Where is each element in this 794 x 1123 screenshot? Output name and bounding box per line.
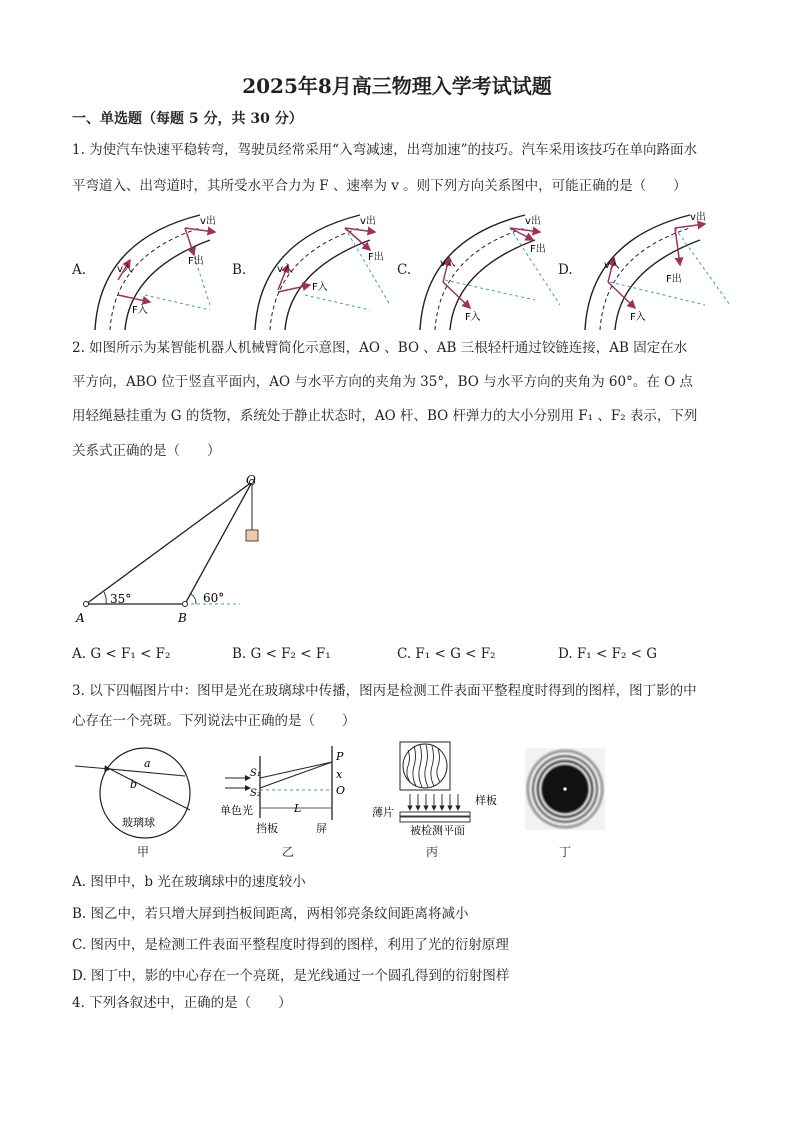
caption-bing: 丙 bbox=[426, 845, 439, 859]
label-f-in: F入 bbox=[465, 312, 481, 323]
label-b: b bbox=[130, 778, 138, 791]
label-light: 单色光 bbox=[220, 804, 253, 817]
label-v-out: v出 bbox=[360, 216, 376, 227]
label-s1: S₁ bbox=[250, 768, 261, 779]
label-screen: 屏 bbox=[316, 822, 327, 835]
label-v-in: v入 bbox=[117, 264, 133, 275]
q2-line3: 用轻绳悬挂重为 G 的货物，系统处于静止状态时，AO 杆、BO 杆弹力的大小分别用 F₁ 、F₂ 表示，下列 bbox=[72, 408, 698, 424]
label-plane: 被检测平面 bbox=[410, 824, 465, 837]
q3-figure-bing bbox=[372, 742, 497, 837]
q1-option-d[interactable]: D. bbox=[558, 262, 573, 278]
q1-figure-b bbox=[255, 214, 390, 330]
caption-yi: 乙 bbox=[282, 845, 295, 859]
label-f-out: F出 bbox=[666, 274, 682, 285]
label-f-in: F入 bbox=[132, 305, 148, 316]
q2-line4: 关系式正确的是（ ） bbox=[72, 443, 221, 459]
q2-figure bbox=[70, 470, 270, 630]
q2-line1: 2. 如图所示为某智能机器人机械臂简化示意图，AO 、BO 、AB 三根轻杆通过铰链连接，AB 固定在水 bbox=[72, 340, 688, 356]
q3-option-c[interactable]: C. 图丙中，是检测工件表面平整程度时得到的图样，利用了光的衍射原理 bbox=[72, 937, 509, 953]
label-v-out: v出 bbox=[525, 216, 541, 227]
label-o: O bbox=[336, 784, 346, 797]
label-angle-35: 35° bbox=[110, 592, 132, 606]
q3-line1: 3. 以下四幅图片中：图甲是光在玻璃球中传播，图丙是检测工件表面平整程度时得到的图样，图丁影的中 bbox=[72, 683, 697, 699]
label-o: O bbox=[246, 473, 256, 487]
page-title: 2025年8月高三物理入学考试试题 bbox=[242, 74, 552, 98]
label-sample: 样板 bbox=[475, 794, 497, 807]
q3-option-a[interactable]: A. 图甲中，b 光在玻璃球中的速度较小 bbox=[72, 874, 306, 890]
q2-option-d[interactable]: D. F₁ < F₂ < G bbox=[558, 646, 658, 662]
caption-ding: 丁 bbox=[559, 845, 572, 859]
label-v-in: v入 bbox=[440, 258, 456, 269]
label-glass-ball: 玻璃球 bbox=[122, 816, 155, 829]
q1-option-b[interactable]: B. bbox=[232, 262, 247, 278]
q3-line2: 心存在一个亮斑。下列说法中正确的是（ ） bbox=[72, 713, 356, 729]
q3-figure-ding bbox=[525, 748, 605, 830]
q2-option-b[interactable]: B. G < F₂ < F₁ bbox=[232, 646, 331, 662]
label-v-in: v入 bbox=[277, 264, 293, 275]
q1-option-a[interactable]: A. bbox=[72, 262, 87, 278]
q1-figure-d bbox=[585, 210, 730, 330]
label-angle-60: 60° bbox=[203, 591, 225, 605]
label-baffle: 挡板 bbox=[256, 822, 278, 835]
label-film: 薄片 bbox=[372, 806, 394, 819]
label-s2: S₂ bbox=[250, 788, 261, 799]
q3-option-b[interactable]: B. 图乙中，若只增大屏到挡板间距离，两相邻亮条纹间距离将减小 bbox=[72, 906, 469, 922]
label-x: x bbox=[336, 768, 343, 781]
caption-jia: 甲 bbox=[137, 845, 150, 859]
label-l: L bbox=[294, 802, 302, 815]
q1-option-c[interactable]: C. bbox=[397, 262, 412, 278]
q3-figure-jia bbox=[75, 748, 190, 838]
q1-figure-c bbox=[420, 214, 560, 330]
label-f-in: F入 bbox=[630, 312, 646, 323]
q1-figure-a bbox=[95, 214, 216, 330]
q4-line1: 4. 下列各叙述中，正确的是（ ） bbox=[72, 995, 292, 1011]
q1-line1: 1. 为使汽车快速平稳转弯，驾驶员经常采用“入弯减速，出弯加速”的技巧。汽车采用该技巧在单向路面水 bbox=[72, 142, 697, 158]
q3-option-d[interactable]: D. 图丁中，影的中心存在一个亮斑，是光线通过一个圆孔得到的衍射图样 bbox=[72, 968, 510, 984]
label-f-in: F入 bbox=[312, 282, 328, 293]
q1-line2: 平弯道入、出弯道时，其所受水平合力为 F 、速率为 v 。则下列方向关系图中，可能正确的是（ ） bbox=[72, 178, 687, 194]
label-p: P bbox=[336, 750, 344, 763]
label-f-out: F出 bbox=[530, 244, 546, 255]
label-a: A bbox=[76, 611, 85, 625]
label-b: B bbox=[178, 611, 187, 625]
label-v-out: v出 bbox=[690, 212, 706, 223]
q3-figures bbox=[70, 738, 610, 860]
section-heading: 一、单选题（每题 5 分，共 30 分） bbox=[72, 111, 303, 127]
label-v-out: v出 bbox=[200, 216, 216, 227]
q2-option-a[interactable]: A. G < F₁ < F₂ bbox=[72, 646, 171, 662]
label-f-out: F出 bbox=[188, 256, 204, 267]
q2-line2: 平方向，ABO 位于竖直平面内，AO 与水平方向的夹角为 35°，BO 与水平方向的夹角为 60°。在 O 点 bbox=[72, 374, 694, 390]
label-a: a bbox=[144, 757, 151, 770]
label-f-out: F出 bbox=[368, 252, 384, 263]
label-v-in: v入 bbox=[604, 260, 620, 271]
q3-figure-yi bbox=[220, 746, 345, 835]
q2-option-c[interactable]: C. F₁ < G < F₂ bbox=[397, 646, 496, 662]
